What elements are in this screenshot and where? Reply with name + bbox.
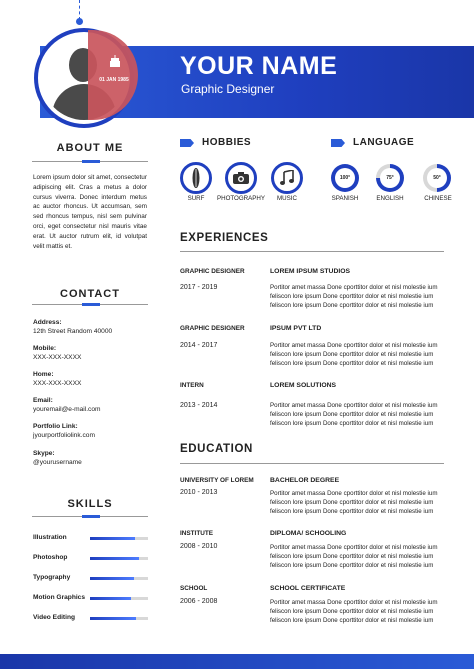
language-label-english: ENGLISH	[376, 195, 404, 202]
skill-label: Video Editing	[33, 614, 76, 621]
contact-email[interactable]: Email: youremail@e-mail.com	[33, 397, 101, 413]
experiences-title: EXPERIENCES	[180, 232, 269, 244]
language-ring-english: 75°	[376, 164, 404, 192]
surfboard-icon	[191, 167, 201, 189]
about-rule	[32, 161, 148, 162]
skill-bar-fill	[90, 557, 139, 560]
education-dates: 2006 - 2008	[180, 598, 218, 605]
language-ring-chinese: 50°	[423, 164, 451, 192]
camera-icon	[232, 171, 250, 185]
skills-rule	[32, 516, 148, 517]
experience-role: GRAPHIC DESIGNER	[180, 268, 245, 275]
about-text: Lorem ipsum dolor sit amet, consectetur adipiscing elit. Cras a metus a dolor cursus viverra. Donec interdum metus ac auctor rhoncus. Ut accumsan, sem sed rhoncus tempus, nisl sem pulvinar orci, eget consectetur nisl mauris vitae erat. Ut auctor rutrum elit, id volutpat velit mattis et.	[33, 174, 147, 250]
language-label-spanish: SPANISH	[331, 195, 359, 202]
experience-dates: 2013 - 2014	[180, 402, 218, 409]
resume-name: YOUR NAME	[180, 52, 338, 80]
skill-label: Typography	[33, 574, 71, 581]
experience-org: LOREM SOLUTIONS	[270, 382, 337, 389]
education-degree: SCHOOL CERTIFICATE	[270, 585, 346, 592]
hobby-photography	[225, 162, 257, 194]
experience-role: GRAPHIC DESIGNER	[180, 325, 245, 332]
hobby-label-photography: PHOTOGRAPHY	[216, 195, 266, 202]
footer-band	[0, 654, 474, 669]
experience-dates: 2014 - 2017	[180, 342, 218, 349]
hobby-surf	[180, 162, 212, 194]
contact-portfolio[interactable]: Portfolio Link: jyourportfoliolink.com	[33, 423, 95, 439]
contact-home: Home: XXX-XXX-XXXX	[33, 371, 82, 387]
resume-role: Graphic Designer	[181, 82, 275, 96]
education-desc: Portitor amet massa Done cporttitor dolor et nisl molestie ium feliscon lore ipsum Done cporttitor dolor et nisl molestie ium feliscon lore ipsum Done cporttitor dolor et nisl molestie ium	[270, 544, 438, 569]
skills-title: SKILLS	[67, 498, 113, 510]
skill-label: Motion Graphics	[33, 594, 86, 601]
contact-title: CONTACT	[60, 288, 120, 300]
contact-rule	[32, 304, 148, 305]
hobbies-tag-icon	[180, 139, 194, 147]
skill-bar	[90, 617, 148, 620]
connector-dot	[76, 18, 83, 25]
skill-bar-fill	[90, 597, 131, 600]
cake-icon	[109, 54, 121, 68]
education-desc: Portitor amet massa Done cporttitor dolor et nisl molestie ium feliscon lore ipsum Done cporttitor dolor et nisl molestie ium feliscon lore ipsum Done cporttitor dolor et nisl molestie ium	[270, 490, 438, 515]
experience-desc: Portitor amet massa Done cporttitor dolor et nisl molestie ium feliscon lore ipsum Done cporttitor dolor et nisl molestie ium feliscon lore ipsum Done cporttitor dolor et nisl molestie ium	[270, 342, 438, 367]
hobby-label-surf: SURF	[187, 195, 205, 202]
skill-label: Illustration	[33, 534, 67, 541]
skill-bar	[90, 597, 148, 600]
contact-address: Address: 12th Street Random 40000	[33, 319, 113, 335]
skill-bar-fill	[90, 577, 134, 580]
language-ring-spanish: 100°	[331, 164, 359, 192]
language-tag-icon	[331, 139, 345, 147]
education-desc: Portitor amet massa Done cporttitor dolor et nisl molestie ium feliscon lore ipsum Done cporttitor dolor et nisl molestie ium feliscon lore ipsum Done cporttitor dolor et nisl molestie ium	[270, 599, 438, 624]
language-title: LANGUAGE	[353, 137, 415, 148]
education-degree: DIPLOMA/ SCHOOLING	[270, 530, 347, 537]
education-dates: 2008 - 2010	[180, 543, 218, 550]
connector-line	[79, 0, 80, 20]
experience-dates: 2017 - 2019	[180, 284, 218, 291]
skill-bar	[90, 537, 148, 540]
music-note-icon	[279, 170, 295, 186]
birth-date: 01 JAN 1985	[99, 77, 129, 83]
experience-desc: Portitor amet massa Done cporttitor dolor et nisl molestie ium feliscon lore ipsum Done cporttitor dolor et nisl molestie ium feliscon lore ipsum Done cporttitor dolor et nisl molestie ium	[270, 284, 438, 309]
education-school: UNIVERSITY OF LOREM	[180, 477, 254, 484]
about-title: ABOUT ME	[56, 142, 124, 154]
education-dates: 2010 - 2013	[180, 489, 218, 496]
education-degree: BACHELOR DEGREE	[270, 477, 340, 484]
skill-bar-fill	[90, 537, 135, 540]
experience-desc: Portitor amet massa Done cporttitor dolor et nisl molestie ium feliscon lore ipsum Done cporttitor dolor et nisl molestie ium feliscon lore ipsum Done cporttitor dolor et nisl molestie ium	[270, 402, 438, 427]
skill-bar	[90, 577, 148, 580]
contact-skype: Skype: @yourusername	[33, 450, 82, 466]
experience-org: LOREM IPSUM STUDIOS	[270, 268, 351, 275]
language-label-chinese: CHINESE	[424, 195, 452, 202]
hobby-label-music: MUSIC	[277, 195, 297, 202]
education-title: EDUCATION	[180, 443, 253, 455]
contact-mobile: Mobile: XXX-XXX-XXXX	[33, 345, 82, 361]
education-school: SCHOOL	[180, 585, 208, 592]
skill-bar	[90, 557, 148, 560]
experience-org: IPSUM PVT LTD	[270, 325, 322, 332]
education-school: INSTITUTE	[180, 530, 214, 537]
hobbies-title: HOBBIES	[202, 137, 252, 148]
hobby-music	[271, 162, 303, 194]
skill-bar-fill	[90, 617, 136, 620]
education-rule	[180, 463, 444, 464]
skill-label: Photoshop	[33, 554, 68, 561]
experience-role: INTERN	[180, 382, 204, 389]
experiences-rule	[180, 251, 444, 252]
